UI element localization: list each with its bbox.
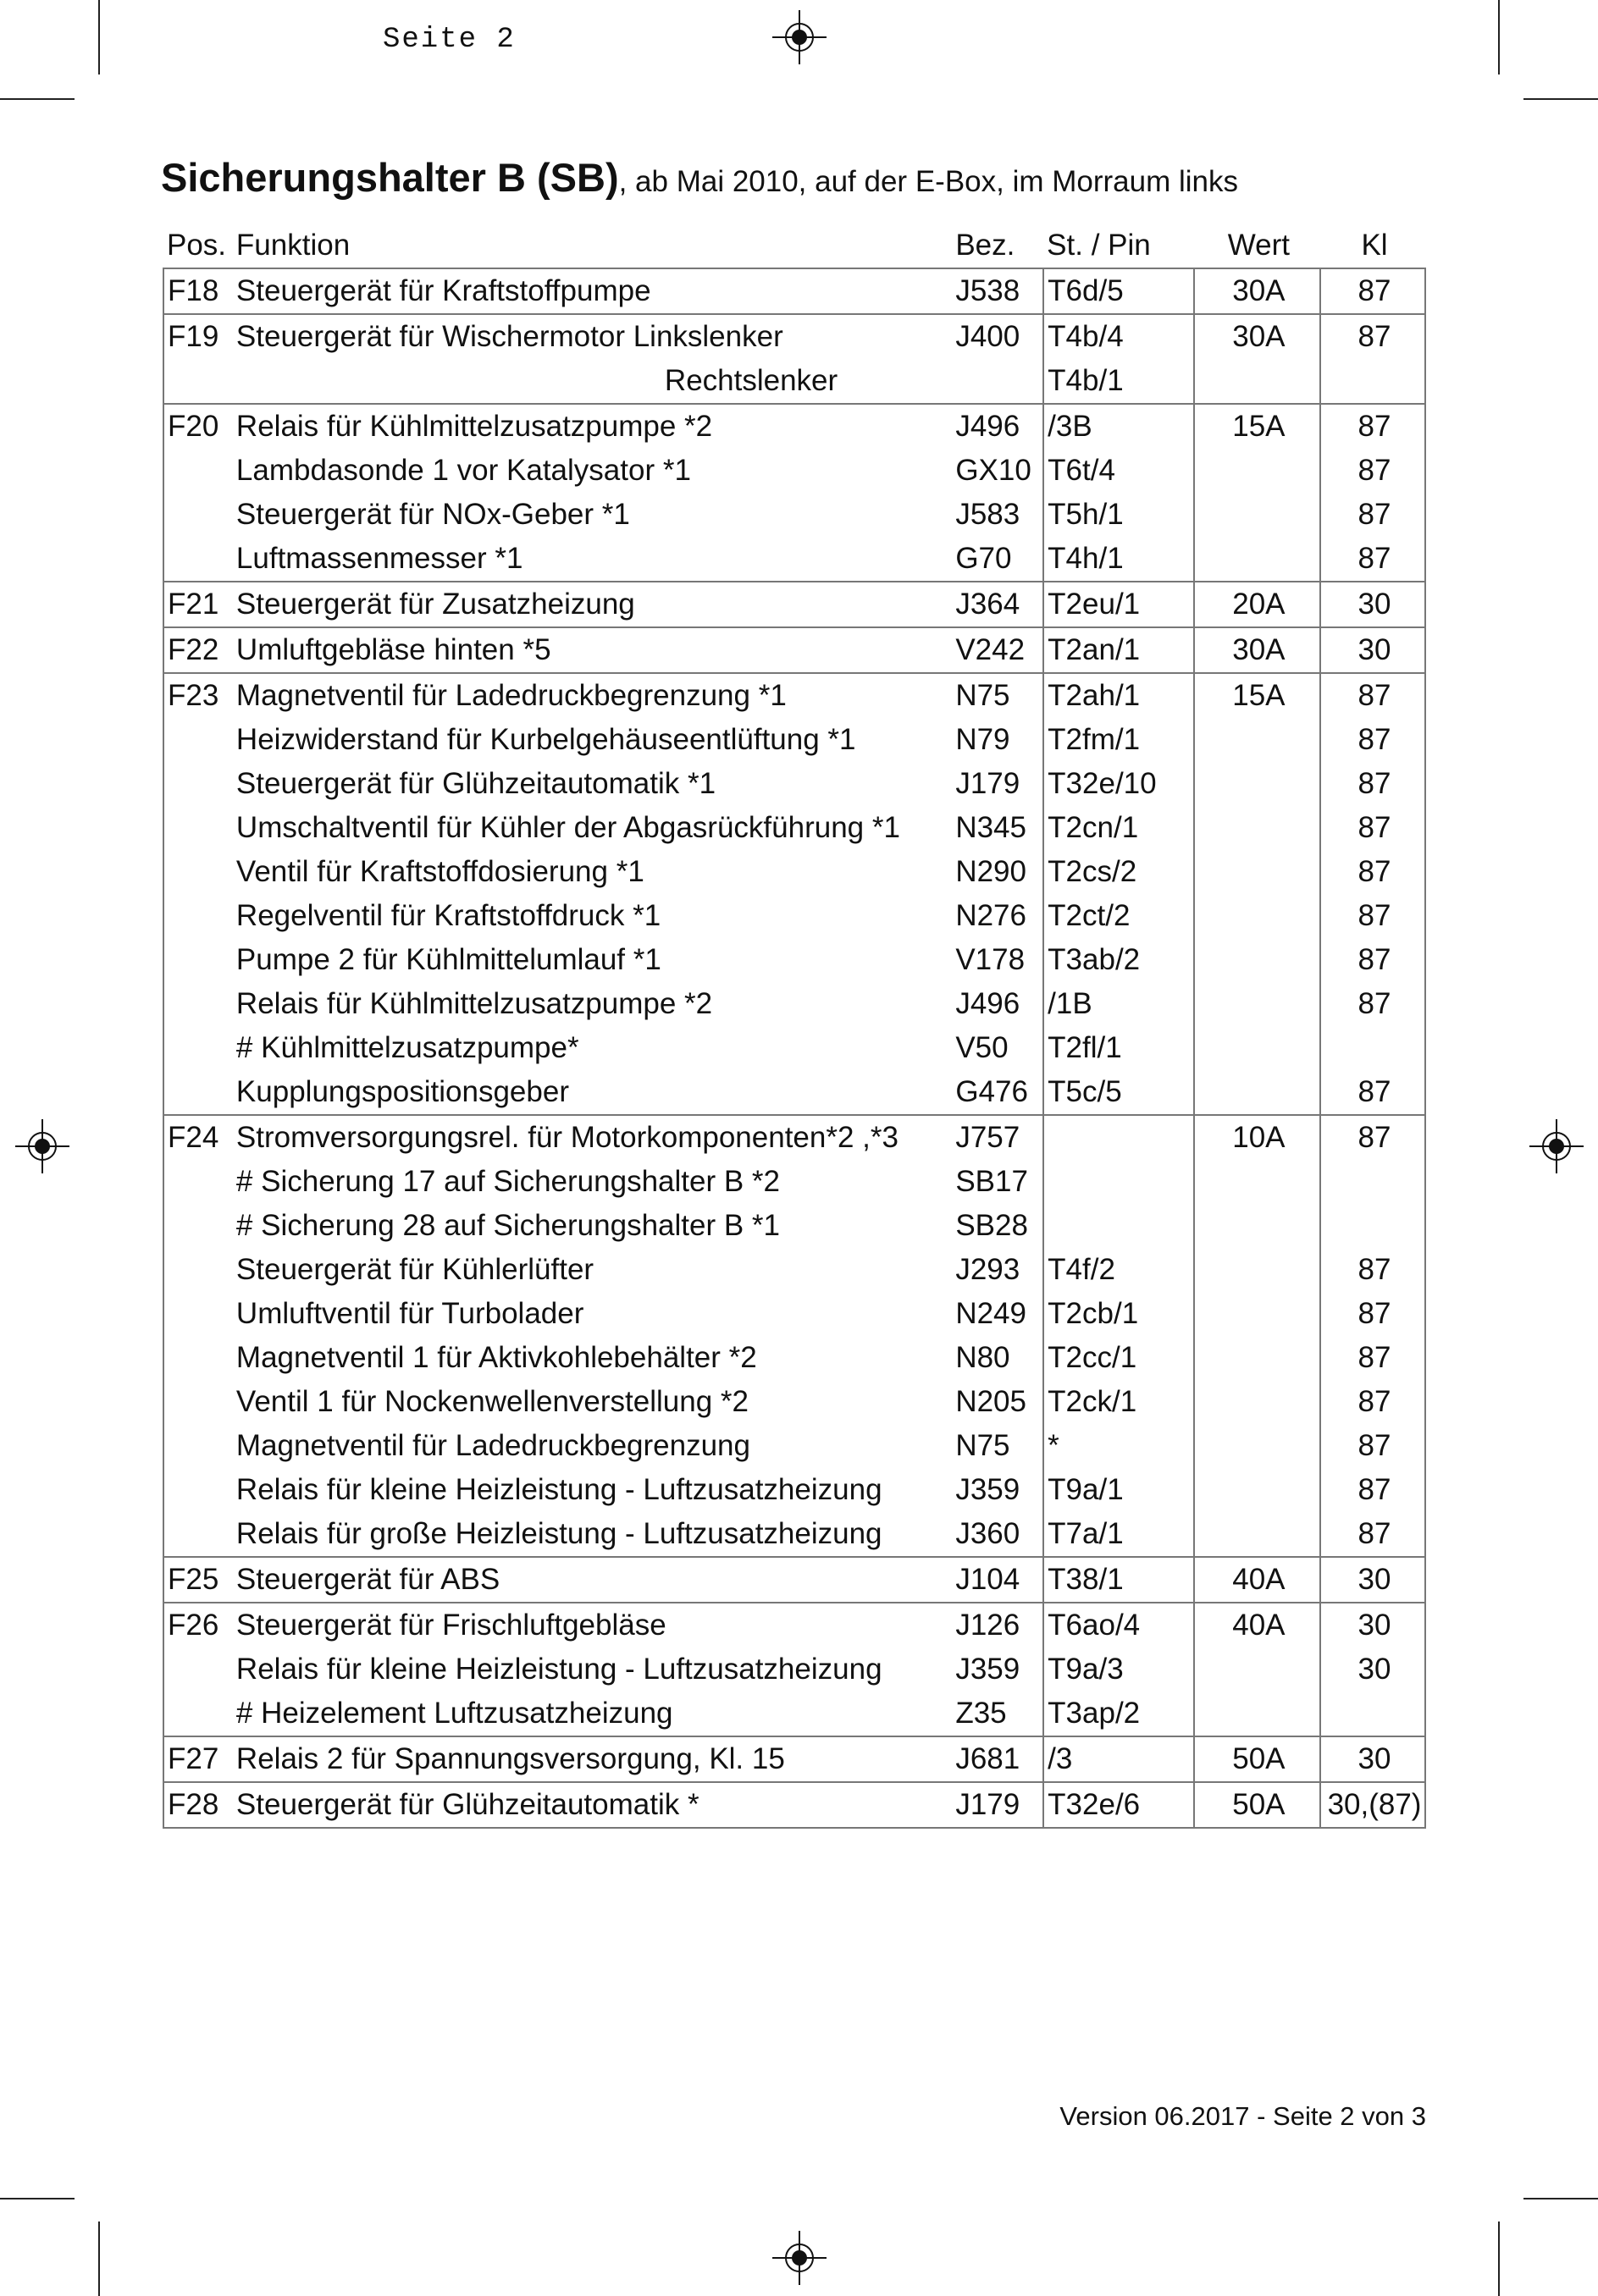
table-row — [163, 938, 1425, 982]
cell-pos — [163, 1647, 233, 1692]
cell-pos — [163, 1424, 233, 1468]
table-row — [163, 806, 1425, 850]
cell-funk: Steuergerät für ABS — [233, 1557, 952, 1603]
cell-wert — [1194, 982, 1320, 1026]
cell-wert — [1194, 1292, 1320, 1336]
table-row — [163, 1736, 1425, 1782]
table-row — [163, 537, 1425, 582]
cell-pin: T2cb/1 — [1043, 1292, 1194, 1336]
crop-mark — [1523, 98, 1598, 100]
cell-funk: Pumpe 2 für Kühlmittelumlauf *1 — [235, 943, 661, 976]
cell-pos: F26 — [163, 1603, 233, 1647]
cell-wert — [1194, 1336, 1320, 1380]
cell-bez: J359 — [955, 1473, 1020, 1506]
cell-pos: F22 — [163, 627, 233, 673]
cell-pos — [163, 1160, 233, 1204]
cell-bez: SB17 — [955, 1165, 1028, 1198]
table-row — [163, 1782, 1425, 1828]
cell-bez: J104 — [952, 1557, 1043, 1603]
page-footer: Version 06.2017 - Seite 2 von 3 — [1059, 2101, 1426, 2131]
header-kl: Kl — [1361, 229, 1388, 262]
cell-pin: T7a/1 — [1043, 1512, 1194, 1557]
cell-bez: J681 — [952, 1736, 1043, 1782]
cell-kl — [1320, 1160, 1425, 1204]
cell-pos: F19 — [163, 314, 233, 359]
cell-bez: J757 — [952, 1115, 1043, 1160]
crop-mark — [98, 2221, 100, 2296]
table-row — [163, 1026, 1425, 1070]
table-row — [163, 1336, 1425, 1380]
cell-funk: Ventil für Kraftstoffdosierung *1 — [235, 855, 644, 888]
cell-funk: Heizwiderstand für Kurbelgehäuseentlüftung *1 — [235, 723, 856, 756]
cell-funk: Umschaltventil für Kühler der Abgasrückführung *1 — [235, 811, 900, 844]
cell-funk: Ventil 1 für Nockenwellenverstellung *2 — [235, 1385, 749, 1418]
cell-pin: /3B — [1043, 404, 1194, 449]
cell-wert — [1194, 1512, 1320, 1557]
registration-mark-icon — [772, 10, 827, 64]
crop-mark — [98, 0, 100, 75]
cell-pos — [163, 1468, 233, 1512]
cell-bez: N290 — [955, 855, 1026, 888]
cell-pin: T2an/1 — [1043, 627, 1194, 673]
cell-pin: T2eu/1 — [1043, 582, 1194, 627]
cell-funk: Umluftventil für Turbolader — [235, 1297, 584, 1330]
crop-mark — [0, 2198, 75, 2199]
cell-funk: Steuergerät für Frischluftgebläse — [233, 1603, 952, 1647]
cell-kl: 87 — [1320, 1424, 1425, 1468]
table-row — [163, 1204, 1425, 1248]
cell-wert: 10A — [1194, 1115, 1320, 1160]
cell-funk: Stromversorgungsrel. für Motorkomponenten*2 ,*3 — [233, 1115, 952, 1160]
cell-bez: SB28 — [955, 1209, 1028, 1242]
cell-bez: J179 — [952, 1782, 1043, 1828]
fuse-table-body — [163, 268, 1425, 1828]
cell-pin: T2cs/2 — [1043, 850, 1194, 894]
cell-wert — [1194, 894, 1320, 938]
cell-pos — [163, 850, 233, 894]
table-row — [163, 314, 1425, 359]
cell-kl — [1320, 1204, 1425, 1248]
cell-kl — [1320, 1692, 1425, 1736]
cell-funk: Steuergerät für NOx-Geber *1 — [235, 498, 630, 531]
crop-mark — [0, 98, 75, 100]
registration-mark-icon — [15, 1119, 69, 1173]
header-wert: Wert — [1227, 229, 1291, 262]
cell-bez: J496 — [952, 404, 1043, 449]
cell-funk: Magnetventil für Ladedruckbegrenzung *1 — [233, 673, 952, 718]
cell-funk: Relais für kleine Heizleistung - Luftzusatzheizung — [235, 1653, 882, 1686]
cell-pin — [1043, 1115, 1194, 1160]
cell-funk: Steuergerät für Kühlerlüfter — [235, 1253, 594, 1286]
cell-funk: Kupplungspositionsgeber — [235, 1075, 569, 1108]
cell-pin: T2ah/1 — [1043, 673, 1194, 718]
header-funktion: Funktion — [235, 229, 351, 262]
cell-pos — [163, 982, 233, 1026]
cell-pin: /1B — [1043, 982, 1194, 1026]
cell-kl: 87 — [1320, 1070, 1425, 1115]
table-row — [163, 493, 1425, 537]
cell-kl: 87 — [1320, 1380, 1425, 1424]
cell-bez: J360 — [955, 1517, 1020, 1550]
cell-pos — [163, 1026, 233, 1070]
cell-pos: F24 — [163, 1115, 233, 1160]
cell-pos — [163, 1512, 233, 1557]
cell-pin: T6ao/4 — [1043, 1603, 1194, 1647]
cell-pin: T6d/5 — [1043, 268, 1194, 314]
cell-pin: /3 — [1043, 1736, 1194, 1782]
table-row — [163, 1647, 1425, 1692]
cell-kl: 87 — [1320, 404, 1425, 449]
cell-pin: T9a/3 — [1043, 1647, 1194, 1692]
cell-kl: 87 — [1320, 1292, 1425, 1336]
cell-kl: 30 — [1320, 582, 1425, 627]
cell-pin: T32e/6 — [1043, 1782, 1194, 1828]
crop-mark — [1498, 0, 1500, 75]
cell-kl: 87 — [1320, 537, 1425, 582]
table-row — [163, 404, 1425, 449]
cell-funk: # Heizelement Luftzusatzheizung — [235, 1697, 673, 1730]
table-row — [163, 1070, 1425, 1115]
cell-funk: Regelventil für Kraftstoffdruck *1 — [235, 899, 661, 932]
table-row — [163, 673, 1425, 718]
cell-pos: F21 — [163, 582, 233, 627]
cell-wert — [1194, 1380, 1320, 1424]
cell-pin: T2ck/1 — [1043, 1380, 1194, 1424]
cell-funk: Relais für große Heizleistung - Luftzusatzheizung — [235, 1517, 882, 1550]
cell-wert: 30A — [1194, 314, 1320, 359]
cell-wert: 50A — [1194, 1736, 1320, 1782]
header-pos: Pos. — [167, 229, 227, 262]
cell-bez: N75 — [952, 673, 1043, 718]
table-row — [163, 1115, 1425, 1160]
cell-wert — [1194, 537, 1320, 582]
cell-wert: 30A — [1194, 627, 1320, 673]
cell-pin: T4f/2 — [1043, 1248, 1194, 1292]
table-row — [163, 718, 1425, 762]
table-row — [163, 1248, 1425, 1292]
cell-wert — [1194, 1692, 1320, 1736]
table-row — [163, 850, 1425, 894]
cell-pos — [163, 1204, 233, 1248]
cell-wert — [1194, 1248, 1320, 1292]
cell-wert: 20A — [1194, 582, 1320, 627]
cell-kl: 87 — [1320, 1248, 1425, 1292]
cell-bez: G70 — [955, 542, 1012, 575]
cell-funk: Steuergerät für Glühzeitautomatik * — [233, 1782, 952, 1828]
cell-pin: T4b/1 — [1043, 359, 1194, 404]
cell-wert — [1194, 1070, 1320, 1115]
cell-bez: N249 — [955, 1297, 1026, 1330]
cell-bez: J400 — [952, 314, 1043, 359]
cell-kl: 87 — [1320, 673, 1425, 718]
cell-funk: Luftmassenmesser *1 — [235, 542, 523, 575]
cell-pin: T2fl/1 — [1043, 1026, 1194, 1070]
table-row — [163, 762, 1425, 806]
cell-kl: 30,(87) — [1320, 1782, 1425, 1828]
cell-pin: T2cn/1 — [1043, 806, 1194, 850]
cell-bez: N345 — [955, 811, 1026, 844]
cell-wert — [1194, 1468, 1320, 1512]
cell-funk: Lambdasonde 1 vor Katalysator *1 — [235, 454, 691, 487]
cell-pin: T5c/5 — [1043, 1070, 1194, 1115]
cell-kl: 87 — [1320, 493, 1425, 537]
cell-bez: Z35 — [955, 1697, 1007, 1730]
table-row — [163, 1380, 1425, 1424]
cell-pos — [163, 537, 233, 582]
cell-bez: G476 — [955, 1075, 1028, 1108]
cell-bez: J538 — [952, 268, 1043, 314]
table-row — [163, 982, 1425, 1026]
cell-pos — [163, 806, 233, 850]
table-header-row — [163, 224, 1425, 268]
table-row — [163, 449, 1425, 493]
title-bold: Sicherungshalter B (SB) — [161, 155, 619, 200]
cell-bez: N80 — [955, 1341, 1010, 1374]
table-row — [163, 268, 1425, 314]
cell-funk: Steuergerät für Wischermotor Linkslenker — [233, 314, 952, 359]
cell-pos — [163, 762, 233, 806]
cell-pin: T5h/1 — [1043, 493, 1194, 537]
cell-bez: J583 — [955, 498, 1020, 531]
cell-pin: T3ab/2 — [1043, 938, 1194, 982]
cell-pin: T4h/1 — [1043, 537, 1194, 582]
cell-bez: V50 — [955, 1031, 1009, 1064]
cell-pos — [163, 359, 233, 404]
cell-wert: 50A — [1194, 1782, 1320, 1828]
cell-pos: F28 — [163, 1782, 233, 1828]
cell-kl: 87 — [1320, 1512, 1425, 1557]
table-row — [163, 1692, 1425, 1736]
cell-kl: 87 — [1320, 762, 1425, 806]
cell-pos: F27 — [163, 1736, 233, 1782]
cell-bez: N75 — [955, 1429, 1010, 1462]
cell-wert — [1194, 1204, 1320, 1248]
cell-bez: N276 — [955, 899, 1026, 932]
cell-wert: 40A — [1194, 1603, 1320, 1647]
cell-wert: 15A — [1194, 404, 1320, 449]
cell-pos — [163, 493, 233, 537]
cell-wert — [1194, 718, 1320, 762]
cell-pin: T3ap/2 — [1043, 1692, 1194, 1736]
cell-bez: J293 — [955, 1253, 1020, 1286]
cell-kl: 87 — [1320, 806, 1425, 850]
cell-wert — [1194, 938, 1320, 982]
table-row — [163, 1468, 1425, 1512]
fuse-table — [163, 224, 1426, 1829]
cell-kl — [1320, 1026, 1425, 1070]
cell-funk: Magnetventil für Ladedruckbegrenzung — [235, 1429, 750, 1462]
cell-pin: T2ct/2 — [1043, 894, 1194, 938]
cell-funk: # Kühlmittelzusatzpumpe* — [235, 1031, 579, 1064]
cell-pos — [163, 718, 233, 762]
cell-pos: F20 — [163, 404, 233, 449]
table-row — [163, 1424, 1425, 1468]
cell-wert — [1194, 1647, 1320, 1692]
cell-pos — [163, 1248, 233, 1292]
cell-wert — [1194, 359, 1320, 404]
cell-wert — [1194, 1026, 1320, 1070]
table-row — [163, 1603, 1425, 1647]
cell-kl: 30 — [1320, 1557, 1425, 1603]
cell-wert — [1194, 762, 1320, 806]
cell-funk: # Sicherung 17 auf Sicherungshalter B *2 — [235, 1165, 781, 1198]
cell-kl: 87 — [1320, 1115, 1425, 1160]
cell-wert: 15A — [1194, 673, 1320, 718]
cell-wert — [1194, 1160, 1320, 1204]
cell-kl: 87 — [1320, 314, 1425, 359]
cell-pin: T2fm/1 — [1043, 718, 1194, 762]
cell-wert: 40A — [1194, 1557, 1320, 1603]
cell-pos: F18 — [163, 268, 233, 314]
table-row — [163, 894, 1425, 938]
crop-mark — [1498, 2221, 1500, 2296]
cell-pin — [1043, 1204, 1194, 1248]
cell-bez — [952, 359, 1043, 404]
table-row — [163, 1557, 1425, 1603]
cell-pos: F23 — [163, 673, 233, 718]
cell-kl: 87 — [1320, 449, 1425, 493]
cell-bez: N79 — [955, 723, 1010, 756]
cell-pos — [163, 1336, 233, 1380]
cell-funk: Steuergerät für Kraftstoffpumpe — [233, 268, 952, 314]
cell-bez: V178 — [955, 943, 1026, 976]
cell-wert — [1194, 493, 1320, 537]
cell-funk: Relais für kleine Heizleistung - Luftzusatzheizung — [235, 1473, 882, 1506]
cell-kl: 87 — [1320, 850, 1425, 894]
cell-pin: T38/1 — [1043, 1557, 1194, 1603]
cell-pos — [163, 1070, 233, 1115]
cell-kl: 30 — [1320, 1736, 1425, 1782]
cell-kl — [1320, 359, 1425, 404]
cell-bez: J364 — [952, 582, 1043, 627]
cell-pin: T6t/4 — [1043, 449, 1194, 493]
table-row — [163, 627, 1425, 673]
cell-funk: Relais für Kühlmittelzusatzpumpe *2 — [233, 404, 952, 449]
cell-kl: 30 — [1320, 627, 1425, 673]
cell-pos — [163, 449, 233, 493]
cell-kl: 87 — [1320, 1468, 1425, 1512]
cell-bez: J126 — [952, 1603, 1043, 1647]
cell-bez: J359 — [955, 1653, 1020, 1686]
page-label: Seite 2 — [383, 24, 516, 56]
cell-kl: 87 — [1320, 982, 1425, 1026]
cell-kl: 30 — [1320, 1647, 1425, 1692]
cell-bez: V242 — [952, 627, 1043, 673]
table-row — [163, 359, 1425, 404]
cell-bez: J179 — [955, 767, 1020, 800]
crop-mark — [1523, 2198, 1598, 2199]
registration-mark-icon — [1529, 1119, 1584, 1173]
cell-pos — [163, 938, 233, 982]
cell-funk: Rechtslenker — [664, 364, 838, 397]
table-row — [163, 1292, 1425, 1336]
cell-pin: T2cc/1 — [1043, 1336, 1194, 1380]
cell-funk: Umluftgebläse hinten *5 — [233, 627, 952, 673]
cell-bez: J496 — [955, 987, 1020, 1020]
registration-mark-icon — [772, 2231, 827, 2285]
header-pin: St. / Pin — [1047, 229, 1151, 262]
cell-pos — [163, 1692, 233, 1736]
cell-kl: 87 — [1320, 1336, 1425, 1380]
cell-pos: F25 — [163, 1557, 233, 1603]
cell-wert — [1194, 806, 1320, 850]
cell-wert: 30A — [1194, 268, 1320, 314]
cell-pos — [163, 1292, 233, 1336]
cell-kl: 87 — [1320, 938, 1425, 982]
cell-wert — [1194, 850, 1320, 894]
cell-pin: * — [1043, 1424, 1194, 1468]
cell-kl: 87 — [1320, 718, 1425, 762]
cell-bez: GX10 — [955, 454, 1031, 487]
cell-kl: 30 — [1320, 1603, 1425, 1647]
cell-pin: T32e/10 — [1043, 762, 1194, 806]
cell-wert — [1194, 449, 1320, 493]
table-row — [163, 1160, 1425, 1204]
header-bez: Bez. — [955, 229, 1015, 262]
cell-funk: Steuergerät für Zusatzheizung — [233, 582, 952, 627]
table-row — [163, 582, 1425, 627]
cell-funk: Steuergerät für Glühzeitautomatik *1 — [235, 767, 716, 800]
cell-pos — [163, 894, 233, 938]
cell-funk: Relais 2 für Spannungsversorgung, Kl. 15 — [233, 1736, 952, 1782]
cell-pin: T4b/4 — [1043, 314, 1194, 359]
cell-pos — [163, 1380, 233, 1424]
table-row — [163, 1512, 1425, 1557]
cell-pin: T9a/1 — [1043, 1468, 1194, 1512]
cell-kl: 87 — [1320, 268, 1425, 314]
cell-kl: 87 — [1320, 894, 1425, 938]
cell-funk: Magnetventil 1 für Aktivkohlebehälter *2 — [235, 1341, 757, 1374]
page-title — [161, 154, 1238, 201]
cell-funk: # Sicherung 28 auf Sicherungshalter B *1 — [235, 1209, 781, 1242]
cell-wert — [1194, 1424, 1320, 1468]
title-subtitle: , ab Mai 2010, auf der E-Box, im Morraum links — [618, 165, 1238, 198]
cell-pin — [1043, 1160, 1194, 1204]
cell-bez: N205 — [955, 1385, 1026, 1418]
cell-funk: Relais für Kühlmittelzusatzpumpe *2 — [235, 987, 713, 1020]
